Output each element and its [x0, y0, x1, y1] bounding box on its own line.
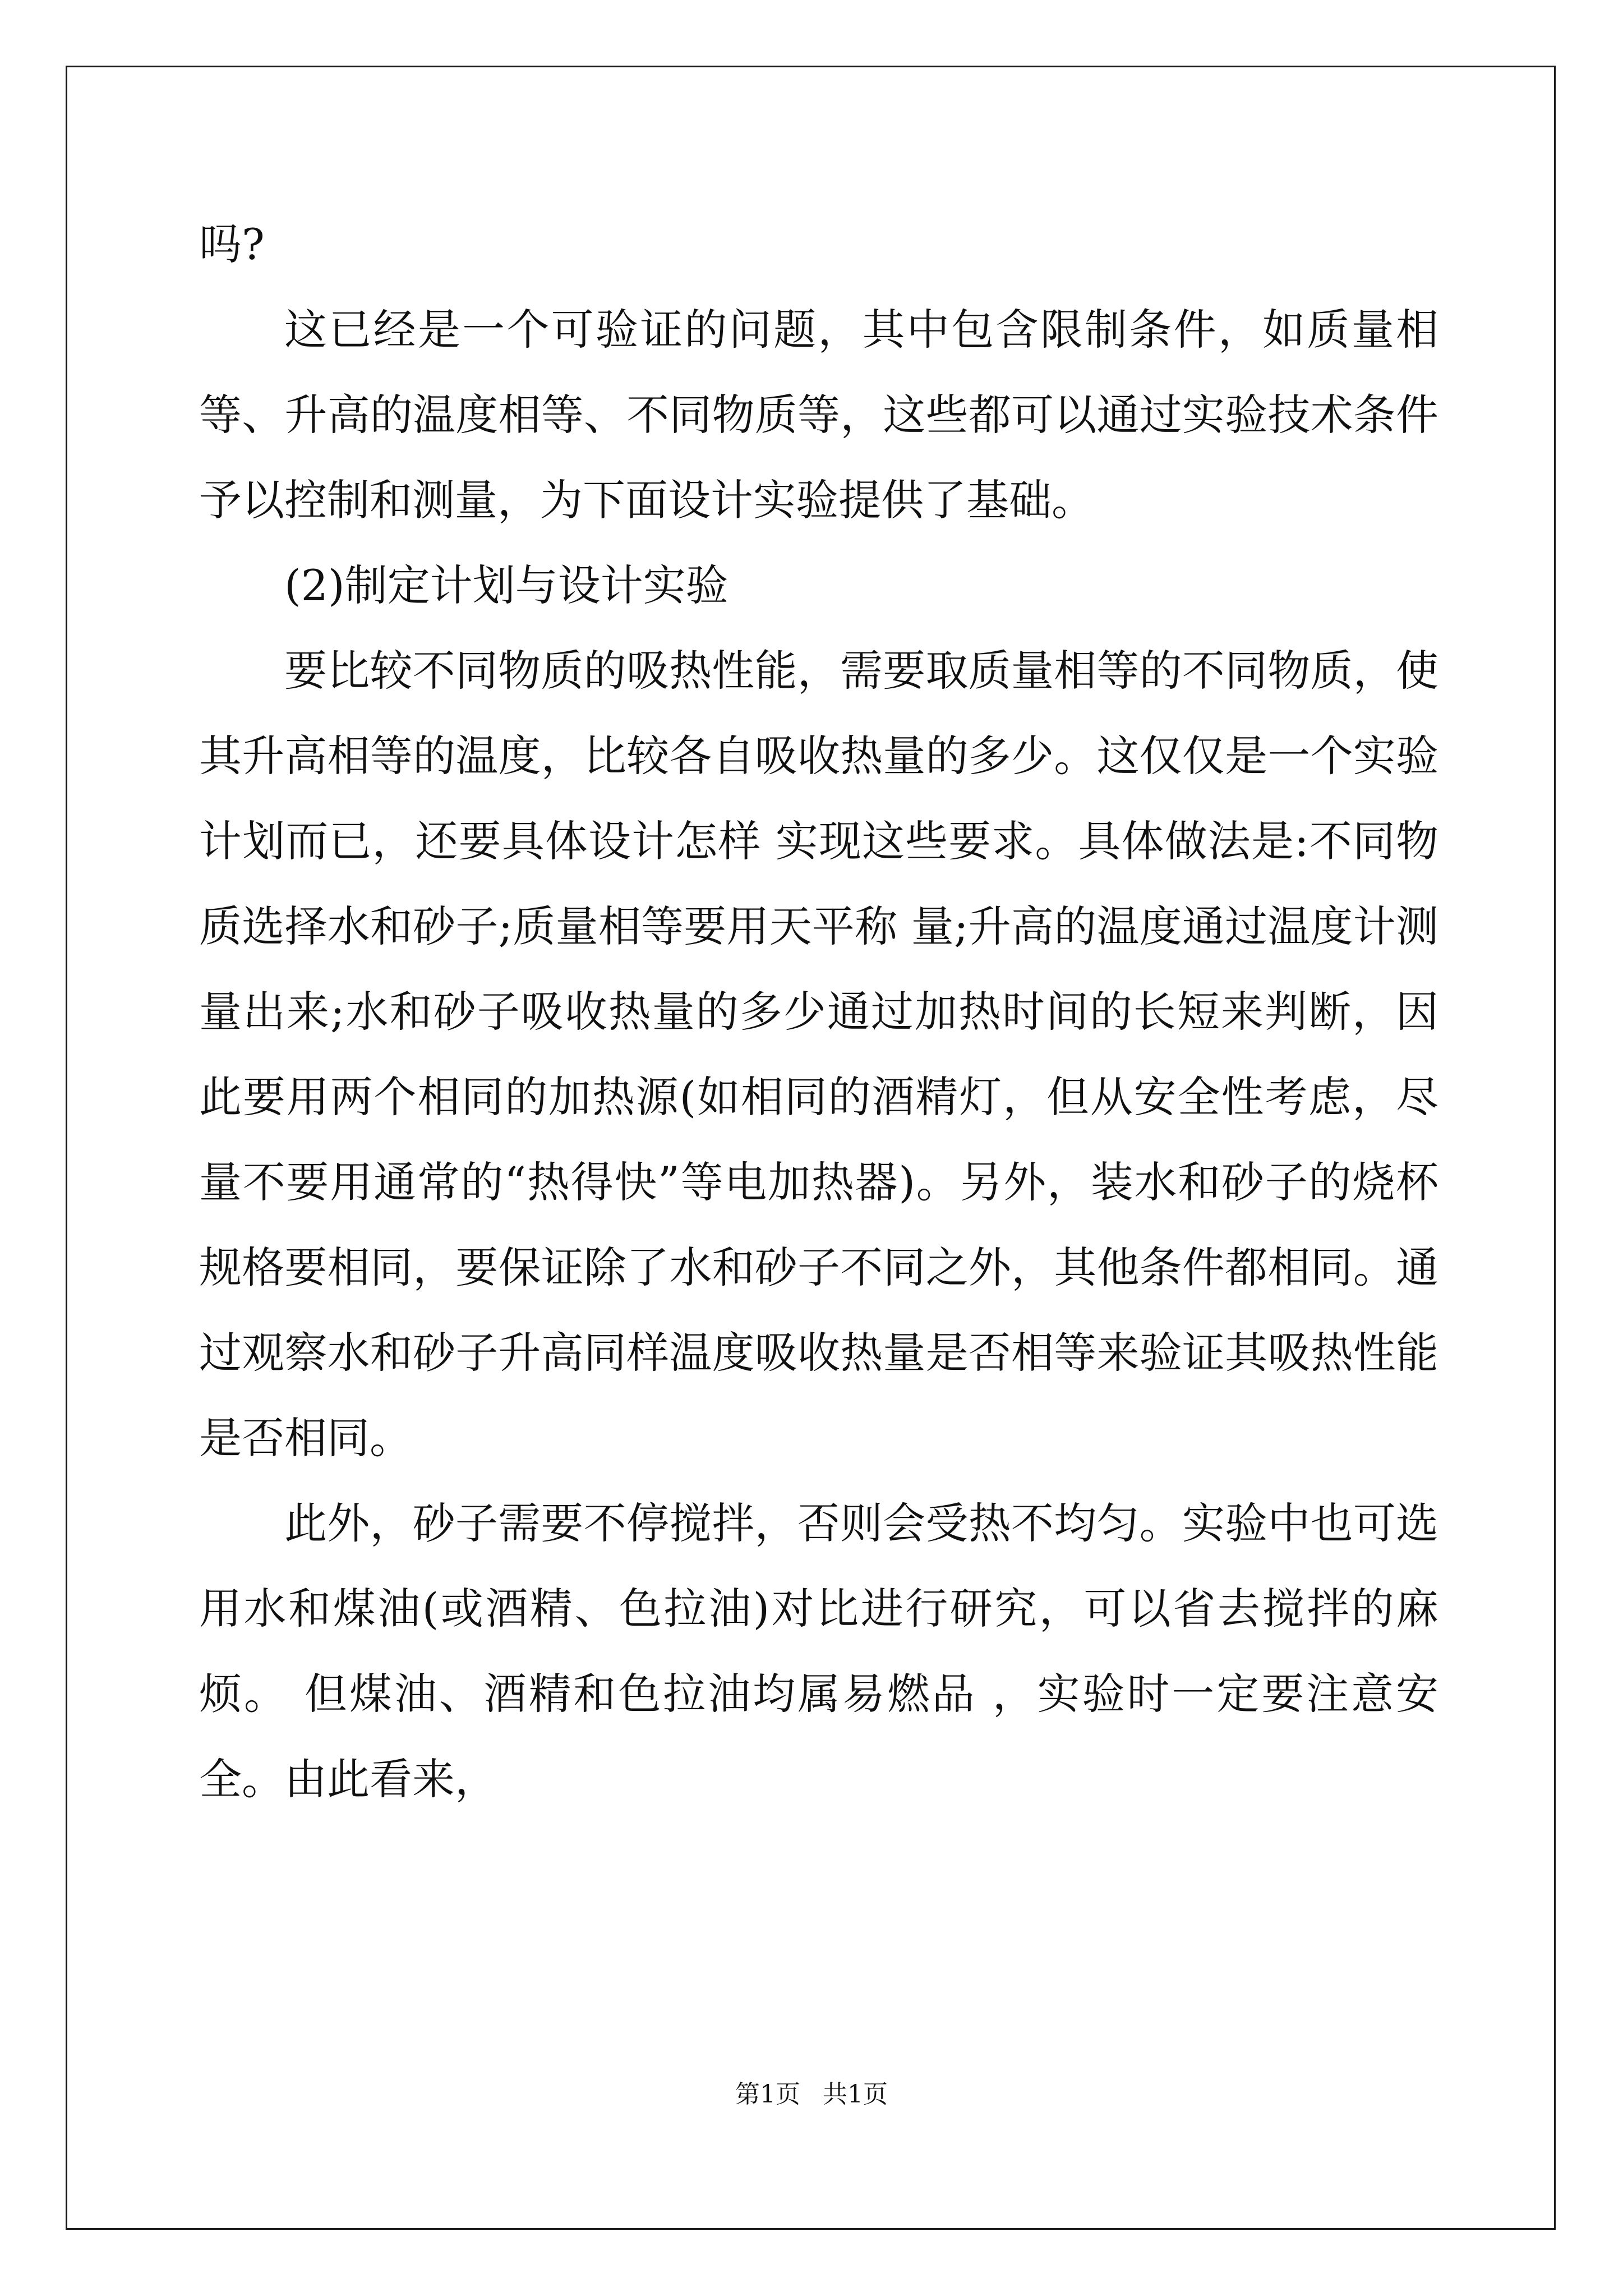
page-footer — [0, 2078, 1623, 2111]
paragraph-additional-notes: 此外，砂子需要不停搅拌，否则会受热不均匀。实验中也可选用水和煤油(或酒精、色拉油)对比进行研究，可以省去搅拌的麻烦。 但煤油、酒精和色拉油均属易燃品 ，实验时一定要注意安全。由此看来， — [199, 1498, 1438, 1804]
paragraph-verifiable-question: 这已经是一个可验证的问题，其中包含限制条件，如质量相等、升高的温度相等、不同物质等，这些都可以通过实验技术条件予以控制和测量，为下面设计实验提供了基础。 — [199, 305, 1438, 525]
page-number: 第1页 — [735, 2080, 800, 2109]
paragraph-experiment-plan: 要比较不同物质的吸热性能，需要取质量相等的不同物质，使其升高相等的温度，比较各自吸收热量的多少。这仅仅是一个实验计划而已，还要具体设计怎样 实现这些要求。具体做法是:不同物质选择水和砂子;质量相等要用天平称 量;升高的温度通过温度计测量出来;水和砂子吸收热量的多少通过加热时间的长短来判断，因此要用两个相同的加热源(如相同的酒精灯，但从安全性考虑，尽量不要用通常的“热得快”等电加热器)。另外，装水和砂子的烧杯规格要相同，要保证除了水和砂子不同之外，其他条件都相同。通过观察水和砂子升高同样温度吸收热量是否相等来验证其吸热性能是否相同。 — [199, 646, 1438, 1463]
paragraph-continuation: 吗? — [199, 219, 265, 269]
page-total: 共1页 — [823, 2080, 888, 2109]
document-body — [199, 202, 1438, 1822]
section-heading: (2)制定计划与设计实验 — [284, 560, 728, 610]
